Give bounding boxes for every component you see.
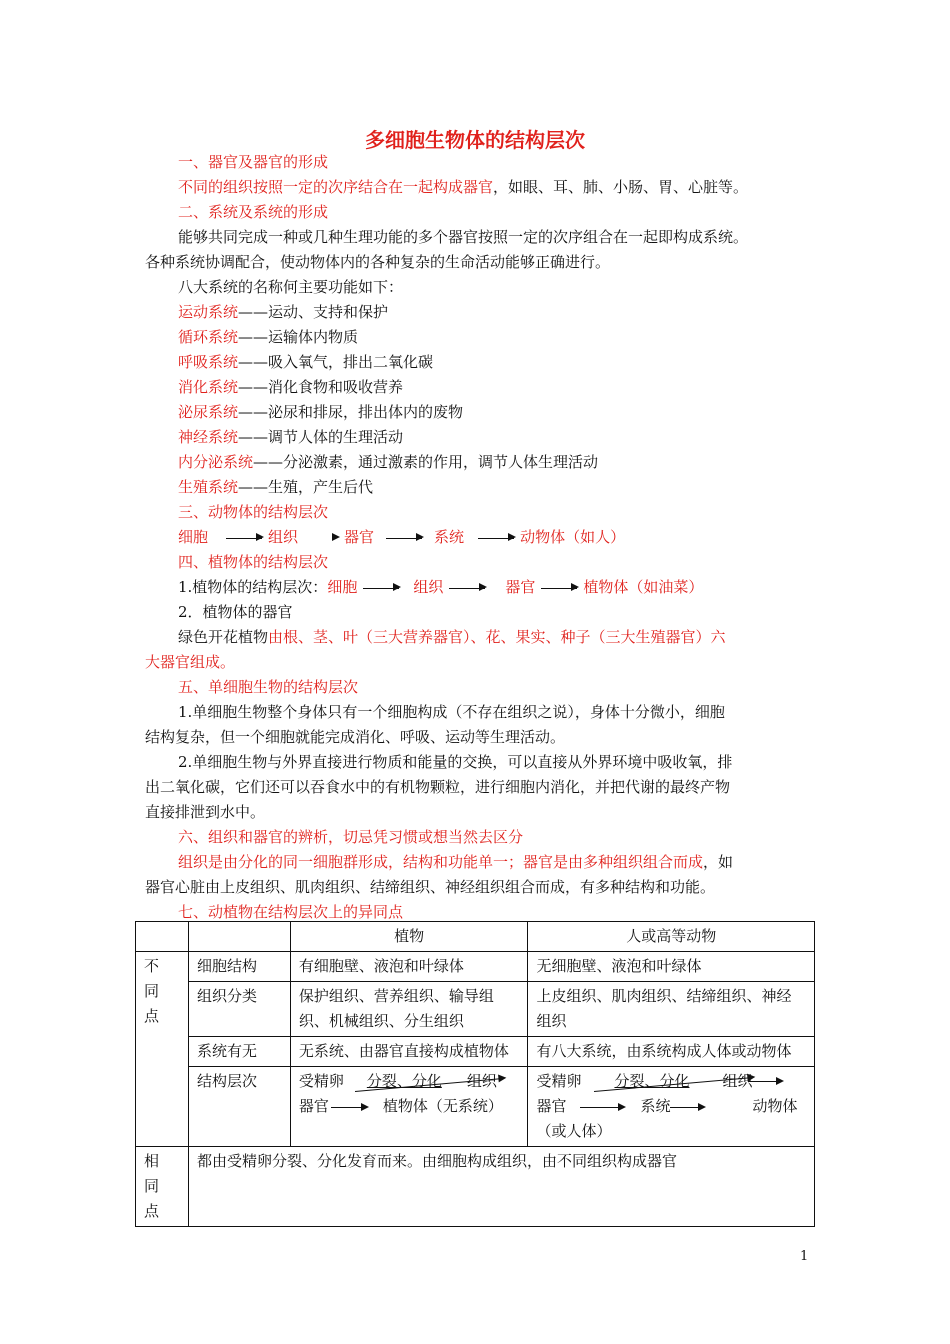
diagram-node: 受精卵 bbox=[536, 1072, 582, 1090]
table-row bbox=[136, 982, 815, 1037]
chain-node: 细胞 bbox=[178, 528, 209, 546]
table-row bbox=[136, 952, 815, 982]
diagram-node: 受精卵 bbox=[298, 1072, 344, 1090]
system-item bbox=[178, 402, 843, 422]
chain-node: 组织 bbox=[268, 528, 299, 546]
system-desc: ——调节人体的生理活动 bbox=[238, 428, 404, 446]
para-4c-text: 绿色开花植物 bbox=[178, 628, 269, 646]
animal-cell bbox=[528, 1067, 815, 1147]
plant-chain-label: 1.植物体的结构层次： bbox=[178, 578, 328, 596]
comparison-table bbox=[135, 921, 815, 1227]
table-cell bbox=[188, 922, 290, 952]
system-name: 呼吸系统 bbox=[178, 353, 239, 371]
chain-node: 细胞 bbox=[327, 578, 358, 596]
arrow-icon bbox=[478, 538, 514, 539]
system-desc: ——生殖，产生后代 bbox=[238, 478, 374, 496]
heading-7: 七、动植物在结构层次上的异同点 bbox=[178, 903, 404, 921]
para-6a bbox=[178, 852, 843, 872]
same-label: 相同点 bbox=[136, 1147, 189, 1227]
para-2b: 各种系统协调配合，使动物体内的各种复杂的生命活动能够正确进行。 bbox=[145, 253, 611, 271]
para-2c: 八大系统的名称何主要功能如下： bbox=[178, 278, 404, 296]
diff-label: 不同点 bbox=[136, 952, 189, 1147]
para-6a-text: ，如 bbox=[703, 853, 734, 871]
system-name: 循环系统 bbox=[178, 328, 239, 346]
heading-3: 三、动物体的结构层次 bbox=[178, 503, 329, 521]
heading-5: 五、单细胞生物的结构层次 bbox=[178, 678, 359, 696]
system-desc: ——运动、支持和保护 bbox=[238, 303, 389, 321]
animal-diagram bbox=[536, 1069, 806, 1144]
arrow-icon bbox=[541, 588, 577, 589]
row-key: 系统有无 bbox=[188, 1037, 290, 1067]
para-1-red: 不同的组织按照一定的次序结合在一起构成器官 bbox=[178, 178, 494, 196]
row-key: 细胞结构 bbox=[188, 952, 290, 982]
system-name: 神经系统 bbox=[178, 428, 239, 446]
para-1-text: ，如眼、耳、肺、小肠、胃、心脏等。 bbox=[493, 178, 749, 196]
para-4d: 大器官组成。 bbox=[145, 653, 236, 671]
page-title: 多细胞生物体的结构层次 bbox=[365, 128, 585, 152]
arrow-icon bbox=[386, 538, 422, 539]
diagram-node: 系统 bbox=[640, 1097, 671, 1115]
same-cell: 都由受精卵分裂、分化发育而来。由细胞构成组织，由不同组织构成器官 bbox=[188, 1147, 814, 1227]
table-row bbox=[136, 922, 815, 952]
animal-chain bbox=[178, 527, 843, 547]
para-5e: 直接排泄到水中。 bbox=[145, 803, 266, 821]
system-item bbox=[178, 427, 843, 447]
heading-4: 四、植物体的结构层次 bbox=[178, 553, 329, 571]
arrow-icon bbox=[226, 538, 262, 539]
arrow-icon bbox=[748, 1081, 782, 1082]
page-number: 1 bbox=[800, 1249, 809, 1264]
animal-cell: 上皮组织、肌肉组织、结缔组织、神经组织 bbox=[528, 982, 815, 1037]
system-item bbox=[178, 477, 843, 497]
row-key: 组织分类 bbox=[188, 982, 290, 1037]
plant-cell: 无系统、由器官直接构成植物体 bbox=[290, 1037, 528, 1067]
system-item bbox=[178, 452, 843, 472]
para-5c: 2.单细胞生物与外界直接进行物质和能量的交换，可以直接从外界环境中吸收氧，排 bbox=[178, 753, 733, 771]
plant-cell: 保护组织、营养组织、输导组织、机械组织、分生组织 bbox=[290, 982, 528, 1037]
system-desc: ——吸入氧气，排出二氧化碳 bbox=[238, 353, 434, 371]
arrow-icon bbox=[331, 1107, 367, 1108]
col-header-animal: 人或高等动物 bbox=[528, 922, 815, 952]
para-5d: 出二氧化碳，它们还可以吞食水中的有机物颗粒，进行细胞内消化，并把代谢的最终产物 bbox=[145, 778, 731, 796]
para-5a: 1.单细胞生物整个身体只有一个细胞构成（不存在组织之说），身体十分微小，细胞 bbox=[178, 703, 725, 721]
system-name: 内分泌系统 bbox=[178, 453, 254, 471]
system-item bbox=[178, 377, 843, 397]
animal-cell: 无细胞壁、液泡和叶绿体 bbox=[528, 952, 815, 982]
system-desc: ——分泌激素，通过激素的作用，调节人体生理活动 bbox=[253, 453, 599, 471]
system-name: 运动系统 bbox=[178, 303, 239, 321]
chain-node: 器官 bbox=[505, 578, 536, 596]
para-2a: 能够共同完成一种或几种生理功能的多个器官按照一定的次序组合在一起即构成系统。 bbox=[178, 228, 749, 246]
system-desc: ——泌尿和排尿，排出体内的废物 bbox=[238, 403, 464, 421]
diagram-node: 组织 bbox=[722, 1072, 753, 1090]
system-item bbox=[178, 302, 843, 322]
plant-cell: 有细胞壁、液泡和叶绿体 bbox=[290, 952, 528, 982]
para-4b: 2．植物体的器官 bbox=[178, 603, 293, 621]
plant-diagram bbox=[299, 1069, 520, 1119]
heading-6: 六、组织和器官的辨析，切忌凭习惯或想当然去区分 bbox=[178, 828, 524, 846]
diagram-node: 动物体 bbox=[752, 1097, 798, 1115]
plant-cell bbox=[290, 1067, 528, 1147]
chain-node: 组织 bbox=[413, 578, 444, 596]
heading-2: 二、系统及系统的形成 bbox=[178, 203, 329, 221]
diagram-node: 分裂、分化 bbox=[614, 1072, 690, 1090]
system-name: 生殖系统 bbox=[178, 478, 239, 496]
para-4c bbox=[178, 627, 843, 647]
table-row bbox=[136, 1067, 815, 1147]
heading-1: 一、器官及器官的形成 bbox=[178, 153, 329, 171]
system-item bbox=[178, 352, 843, 372]
system-desc: ——消化食物和吸收营养 bbox=[238, 378, 404, 396]
diagram-node: 器官 bbox=[536, 1097, 567, 1115]
diagram-node: 植物体（无系统） bbox=[382, 1097, 503, 1115]
animal-cell: 有八大系统，由系统构成人体或动物体 bbox=[528, 1037, 815, 1067]
diagram-node: 组织 bbox=[466, 1072, 497, 1090]
table-cell bbox=[136, 922, 189, 952]
table-row bbox=[136, 1037, 815, 1067]
system-name: 泌尿系统 bbox=[178, 403, 239, 421]
para-6b: 器官心脏由上皮组织、肌肉组织、结缔组织、神经组织组合而成，有多种结构和功能。 bbox=[145, 878, 716, 896]
chain-node: 系统 bbox=[434, 528, 465, 546]
para-5b: 结构复杂，但一个细胞就能完成消化、呼吸、运动等生理活动。 bbox=[145, 728, 566, 746]
chain-node: 动物体（如人） bbox=[520, 528, 626, 546]
col-header-plant: 植物 bbox=[290, 922, 528, 952]
arrow-icon bbox=[580, 1107, 624, 1108]
para-4c-red: 由根、茎、叶（三大营养器官）、花、果实、种子（三大生殖器官）六 bbox=[268, 628, 726, 646]
chain-node: 器官 bbox=[344, 528, 375, 546]
plant-chain bbox=[178, 577, 843, 597]
system-item bbox=[178, 327, 843, 347]
chain-node: 植物体（如油菜） bbox=[583, 578, 704, 596]
diagram-node: 分裂、分化 bbox=[366, 1072, 442, 1090]
diagram-node: （或人体） bbox=[536, 1122, 612, 1140]
arrow-icon bbox=[363, 588, 399, 589]
arrow-icon bbox=[449, 588, 485, 589]
diagram-node: 器官 bbox=[298, 1097, 329, 1115]
para-1 bbox=[178, 177, 843, 197]
row-key: 结构层次 bbox=[188, 1067, 290, 1147]
table-row bbox=[136, 1147, 815, 1227]
arrow-icon bbox=[670, 1107, 704, 1108]
system-desc: ——运输体内物质 bbox=[238, 328, 359, 346]
para-6a-red: 组织是由分化的同一细胞群形成，结构和功能单一；器官是由多种组织组合而成 bbox=[178, 853, 704, 871]
system-name: 消化系统 bbox=[178, 378, 239, 396]
